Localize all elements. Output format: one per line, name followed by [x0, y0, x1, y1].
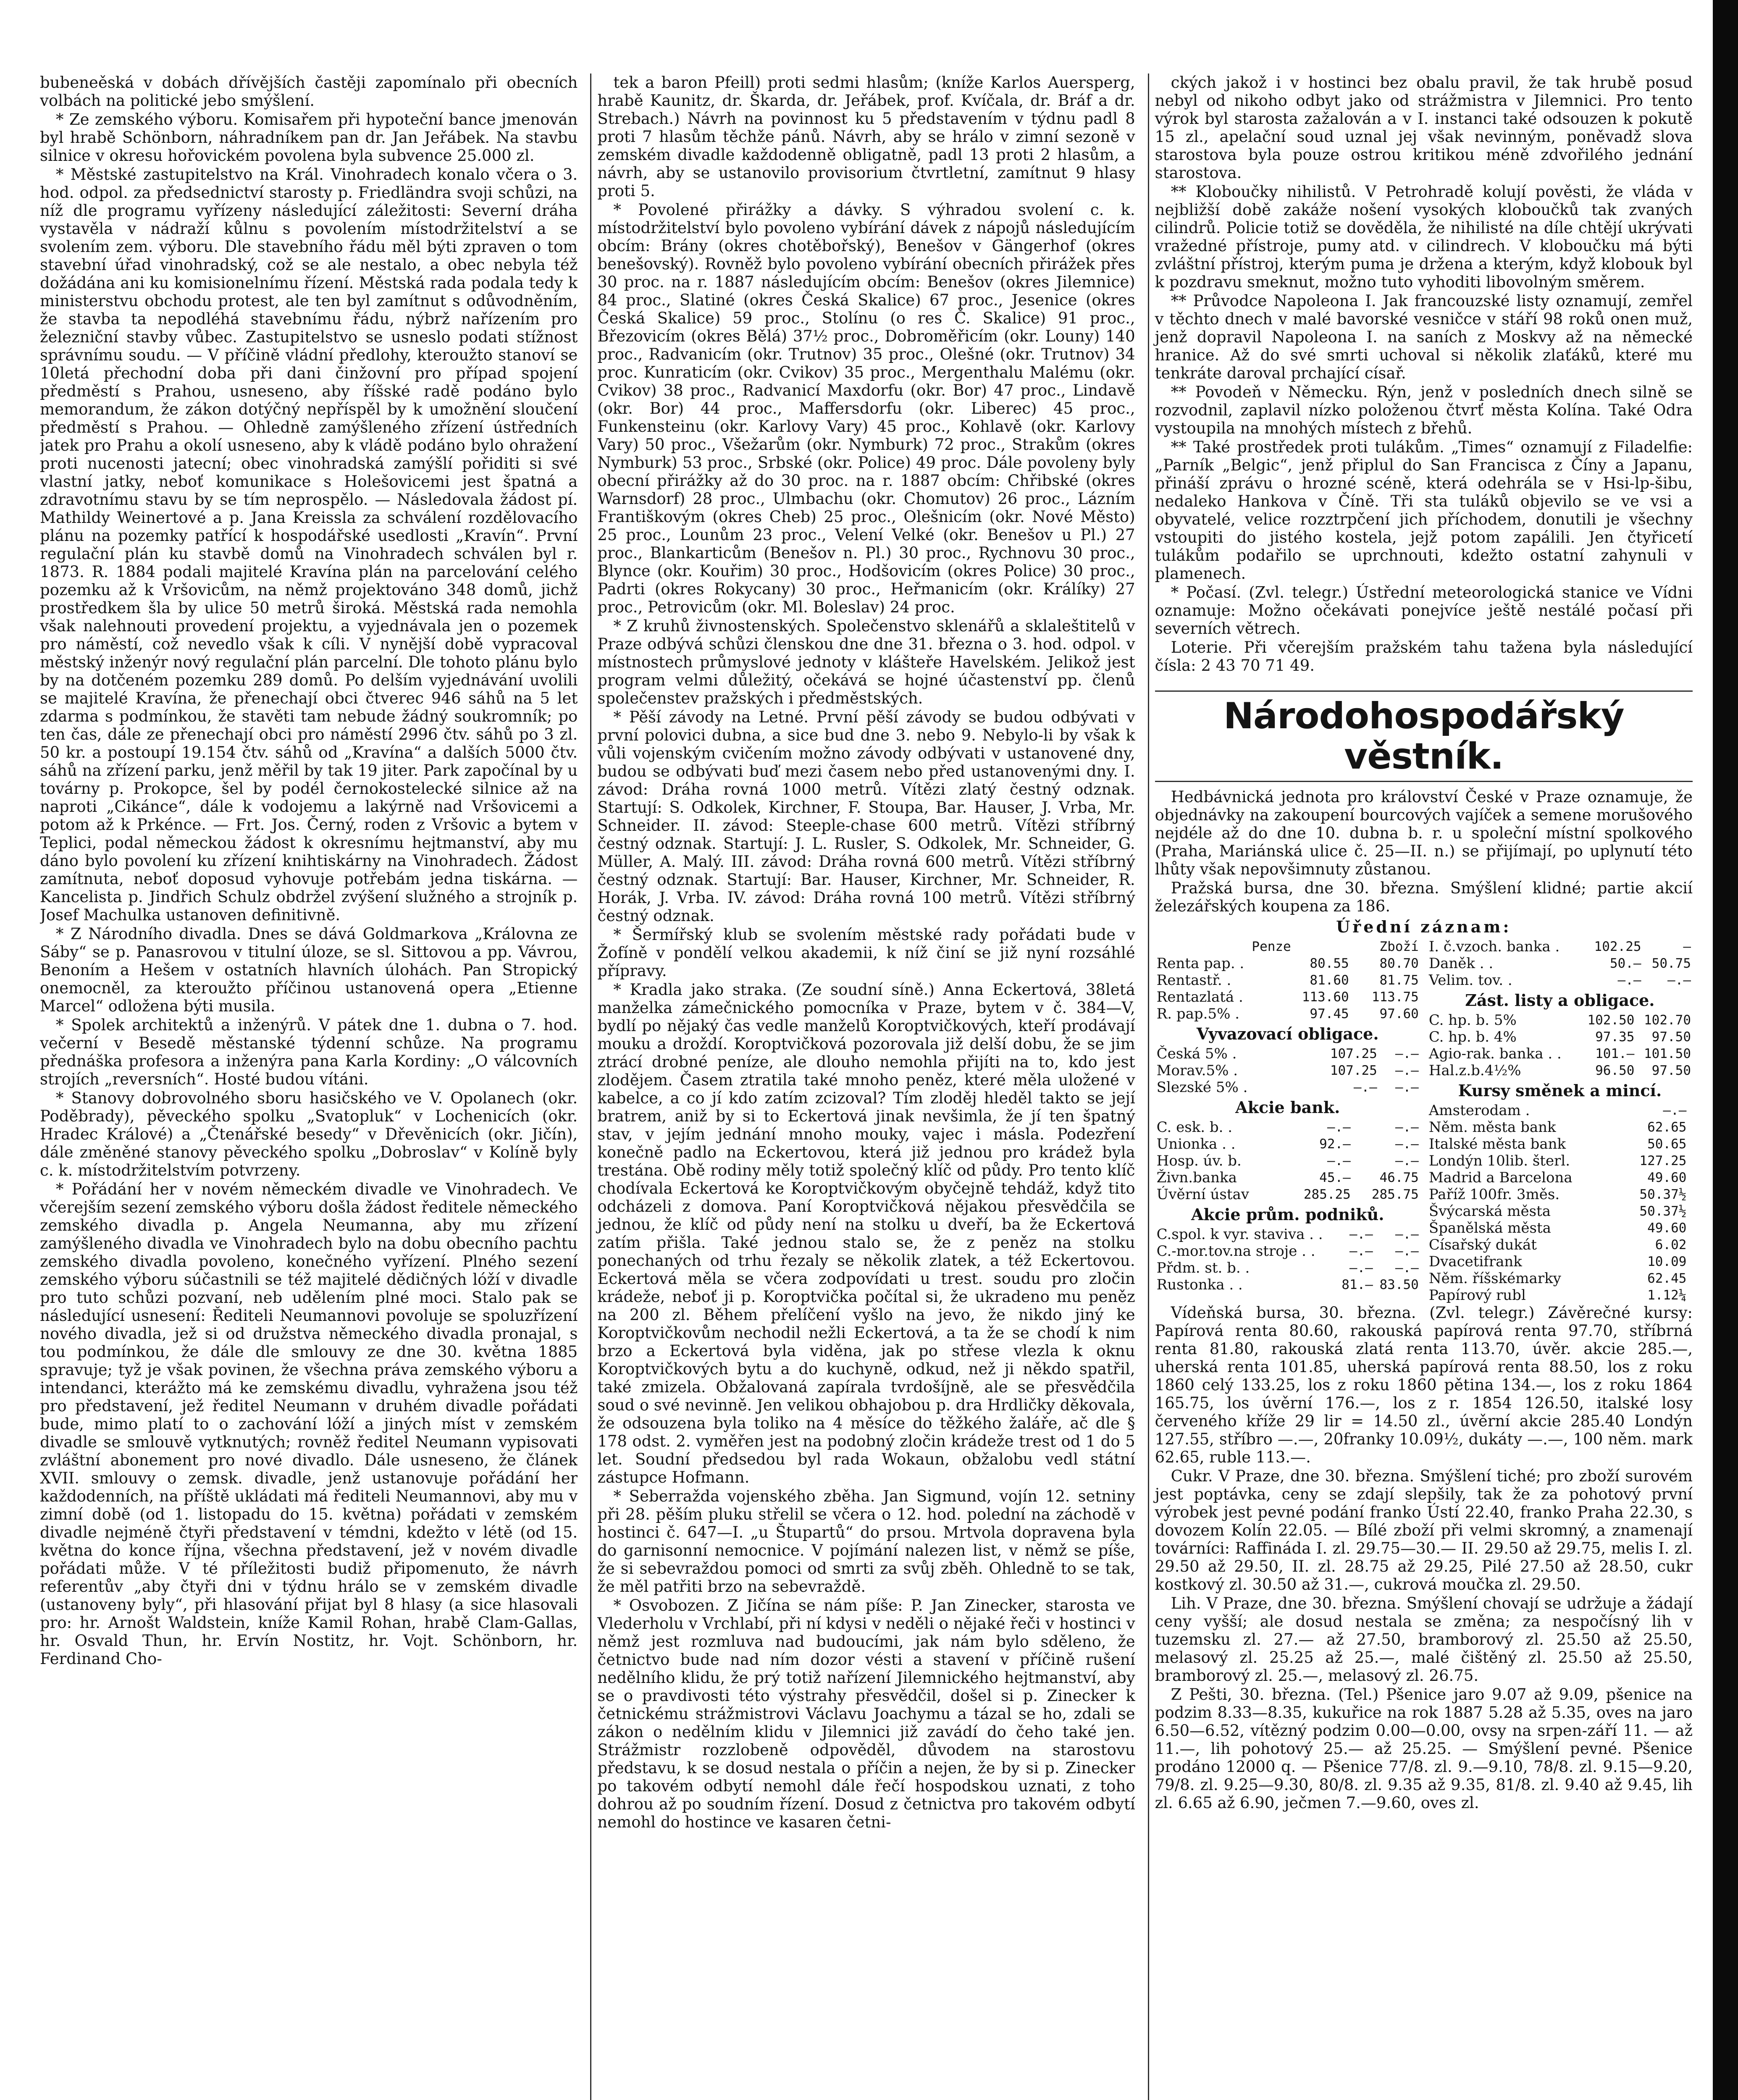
table-row — [1155, 1169, 1420, 1186]
table-row — [1427, 1012, 1693, 1029]
row-value: 62.65 — [1647, 1120, 1687, 1135]
row-value: —.— — [1395, 1260, 1419, 1276]
industry-table — [1155, 1226, 1420, 1293]
row-value — [1688, 1136, 1693, 1152]
row-value: 101.— — [1595, 1046, 1635, 1061]
rates-right — [1427, 938, 1693, 1304]
table-row — [1427, 1203, 1693, 1220]
row-value: 83.50 — [1379, 1277, 1419, 1292]
rates-table — [1155, 955, 1420, 1022]
row-value — [1688, 1220, 1693, 1236]
row-label: Unionka . . — [1156, 1136, 1236, 1152]
article-paragraph: Vídeňská bursa, 30. března. (Zvl. telegr.) Závěrečné kursy: Papírová renta 80.60, rakouská papírová renta 97.70, stříbrná renta 81.80, rakouská zlatá renta 113.70, úvěr. akcie 285.—, uherská renta 101.85, uherská papírová renta 88.50, los z roku 1860 celý 133.25, los z roku 1860 pětina 134.—, los z roku 1864 165.75, los úvěrní 176.—, los z r. 1854 126.50, italské losy červeného kříže 29 lir = 14.50 zl., úvěrní akcie 285.40 Londýn 127.55, stříbro —.—, 20franky 10.09½, dukáty —.—, 100 něm. mark 62.65, ruble 113.—. — [1155, 1304, 1693, 1466]
table-row — [1155, 955, 1420, 972]
row-value: 10.09 — [1647, 1254, 1687, 1269]
row-label: Amsterodam . — [1428, 1102, 1530, 1119]
row-label: Rustonka . . — [1156, 1276, 1243, 1293]
row-value: 102.25 — [1594, 939, 1641, 954]
row-value: 92.— — [1319, 1137, 1351, 1152]
column-2 — [590, 74, 1135, 2100]
article-paragraph: bubeneěská v dobách dřívějších častěji zapomínalo při obecních volbách na politické jebo smýšlení. — [40, 74, 578, 110]
table-row — [1427, 1236, 1693, 1253]
row-value: 50.— — [1609, 956, 1641, 971]
row-label: Papírový rubl — [1428, 1287, 1526, 1304]
table-row — [1427, 955, 1693, 972]
article-paragraph: Cukr. V Praze, dne 30. března. Smýšlení tiché; pro zboží surovém jest poptávka, ceny se zdají slepšily, tak že za pohotový první výrobek jest pevné podání franko Ústí 22.40, franko Praha 22.30, s dovozem Kolín 22.05. — Bílé zboží při velmi skromný, a znamenají továrníci: Raffináda I. zl. 29.75—30.— II. 29.50 až 29.75, melis I. zl. 29.50 až 29.50, II. zl. 28.75 až 29.25, Pilé 27.50 až 28.50, cukr kostkový zl. 30.50 až 31.—, cukrová moučka zl. 29.50. — [1155, 1467, 1693, 1593]
row-label: Úvěrní ústav — [1156, 1186, 1249, 1203]
table-row — [1427, 1253, 1693, 1270]
row-label: Dvacetifrank — [1428, 1253, 1522, 1270]
article-paragraph: * Pořádání her v novém německém divadle ve Vinohradech. Ve včerejším sezení zemského výboru došla žádost ředitele německého zemského divadla p. Angela Neumanna, aby mu zřízení zamýšleného divadla ve Vinohradech bylo na dobu obecního pachtu zemského divadla povoleno, konečného vyřízení. Plného sezení zemského výboru súčastnili se též majitelé dědičných lóží v divadle pro tuto schůzi pozvaní, neb udělením plné moci. Stalo pak se následující usnesení: Řediteli Neumannovi povoluje se spoluzřízení nového divadla, jež si od družstva německého divadla pronajal, s tou podmínkou, že dále dle smlouvy ze dne 30. května 1885 spravuje; tyž je však povinen, že všechna práva zemského výboru a intendanci, kterážto má ke zemskému divadlu, vyhražena jsou též pro představení, jež ředitel Neumann v druhém divadle pořádati bude, mimo platí to o zachování lóží a jiných míst v zemském divadle se smlouvě vytknutých; rovněž ředitel Neumann vypisovati zvláštní abonement pro nové divadlo. Dále usneseno, že článek XVII. smlouvy o zemsk. divadle, jenž ustanovuje pořádání her každodenních, na příště ukládati má řediteli Neumannovi, aby mu v zimní době (od 1. listopadu do 15. května) pořádati v zemském divadle nejméně čtyři představení v témdni, kdežto v létě (od 15. května do konce října, všechna představení, jež v novém divadle pořádati může. V té příležitosti budiž připomenuto, že návrh referentův „aby čtyři dni v týdnu hrálo se v zemském divadle (ustanoveny byly“, při hlasování přijat byl 8 hlasy (a sice hlasovali pro: hr. Arnošt Waldstein, kníže Kamil Rohan, hrabě Clam-Gallas, hr. Osvald Thun, hr. Ervín Nostitz, hr. Vojt. Schönborn, hr. Ferdinand Cho- — [40, 1180, 578, 1668]
row-value: —.— — [1395, 1244, 1419, 1259]
row-label: Hal.z.b.4½% — [1428, 1062, 1521, 1079]
table-row — [1427, 938, 1693, 955]
row-label: Rentazlatá . — [1156, 989, 1243, 1005]
table-row — [1155, 1260, 1420, 1276]
article-paragraph: * Z kruhů živnostenských. Společenstvo sklenářů a sklaleštitelů v Praze odbývá schůzi členskou dne dne 31. března o 3. hod. odpol. v místnostech průmyslové jednoty v klášteře Havelském. Jelikož jest program velmi důležitý, očekává se hojné účastenství pp. členů společenstev pražských i předměstských. — [597, 617, 1135, 707]
row-label: Paříž 100fr. 3měs. — [1428, 1186, 1560, 1203]
row-label: Přdm. st. b. . — [1156, 1260, 1250, 1276]
table-row — [1427, 1102, 1693, 1119]
row-label: Slezské 5% . — [1156, 1079, 1248, 1096]
row-value: —.— — [1327, 1120, 1351, 1135]
row-value: 96.50 — [1595, 1063, 1635, 1078]
row-value — [1688, 1270, 1693, 1287]
row-value: 113.75 — [1371, 990, 1419, 1005]
article-paragraph: * Stanovy dobrovolného sboru hasičského ve V. Opolanech (okr. Poděbrady), pěveckého spolku „Svatopluk“ v Lochenicích (okr. Hradec Králové) a „Čtenářské besedy“ v Dřevěnicích (okr. Jičín), dále změněné stanovy pěveckého spolku „Dobroslav“ v Kolíně byly c. k. místodržitelstvím potvrzeny. — [40, 1089, 578, 1179]
table-row — [1155, 1276, 1420, 1293]
article-paragraph: Z Pešti, 30. března. (Tel.) Pšenice jaro 9.07 až 9.09, pšenice na podzim 8.33—8.35, kukuřice na rok 1887 5.28 až 5.35, oves na jaro 6.50—6.52, vítězný podzim 0.00—0.00, ovsy na srpen-září 11. — až 11.—, lih pohotový 25.— až 25.25. — Smýšlení pevné. Pšenice prodáno 12000 q. — Pšenice 77/8. zl. 9.—9.10, 78/8. zl. 9.15—9.20, 79/8. zl. 9.25—9.30, 80/8. zl. 9.35 až 9.35, 81/8. zl. 9.40 až 9.45, lih zl. 6.65 až 6.90, ječmen 7.—9.60, oves zl. — [1155, 1685, 1693, 1812]
row-value: 45.— — [1319, 1170, 1351, 1185]
row-label: Velim. tov. . — [1428, 972, 1512, 989]
row-value: —.— — [1395, 1137, 1419, 1152]
row-value: 6.02 — [1655, 1237, 1687, 1252]
shares-title: Akcie bank. — [1235, 1098, 1340, 1117]
row-value: 97.45 — [1310, 1006, 1349, 1021]
row-label: Rentastř. . — [1156, 972, 1231, 989]
rates-left — [1155, 938, 1420, 1304]
bonds-title: Vyvazovací obligace. — [1196, 1024, 1379, 1043]
row-value — [1688, 1253, 1693, 1270]
row-label: Císařský dukát — [1428, 1236, 1537, 1253]
article-paragraph: ckých jakož i v hostinci bez obalu pravil, že tak hrubě posud nebyl od nikoho odbyt jako od strážmistra v Jilemnici. Pro tento výrok byl starosta zažalován a v I. instanci také odsouzen k pokutě 15 zl., apelační soud uznal jej však nevinným, poněvadž slova starostova byla pouze ostrou kritikou méně zdvořilého jednání starostova. — [1155, 74, 1693, 182]
table-row — [1427, 1045, 1693, 1062]
bonds-table — [1155, 1045, 1420, 1096]
mortgage-table — [1427, 1012, 1693, 1079]
row-value: 97.60 — [1379, 1006, 1419, 1021]
shares-table — [1155, 1119, 1420, 1203]
row-value — [1688, 1102, 1693, 1119]
article-paragraph: tek a baron Pfeill) proti sedmi hlasům; (kníže Karlos Auersperg, hrabě Kaunitz, dr. Škarda, dr. Jeřábek, prof. Kvíčala, dr. Bráf a dr. Strebach.) Návrh na povinnost ku 5 představením v týdnu padl 8 proti 7 hlasům těchže pánů. Návrh, aby se hrálo v zimní sezoně v zemském divadle každodenně obligatně, padl 13 proti 2 hlasům, a návrh, aby se ustanovilo provisorium čtvrtletní, zamítnut 9 hlasy proti 5. — [597, 74, 1135, 200]
table-row — [1427, 1152, 1693, 1169]
row-value: —.— — [1663, 1103, 1687, 1118]
news-items — [1155, 74, 1693, 675]
table-row — [1155, 1005, 1420, 1022]
table-row — [1155, 989, 1420, 1005]
table-row — [1155, 1119, 1420, 1136]
article-paragraph: ** Povodeň v Německu. Rýn, jenž v posledních dnech silně se rozvodnil, zaplavil nízko položenou čtvrť města Kolína. Také Odra vystoupila na mnohých místech z břehů. — [1155, 383, 1693, 437]
table-row — [1427, 1270, 1693, 1287]
row-label: C.-mor.tov.na stroje . . — [1156, 1243, 1315, 1260]
row-label: Morav.5% . — [1156, 1062, 1238, 1079]
row-value: —.— — [1327, 1153, 1351, 1168]
article-paragraph: * Ze zemského výboru. Komisařem při hypoteční bance jmenován byl hrabě Schönborn, náhradníkem pan dr. Jan Jeřábek. Na stavbu silnice v okresu hořovickém povolena byla subvence 25.000 zl. — [40, 110, 578, 165]
row-label: Něm. říšskémarky — [1428, 1270, 1561, 1287]
rates-table-header — [1155, 938, 1420, 955]
article-paragraph: ** Také prostředek proti tulákům. „Times“ oznamují z Filadelfie: „Parník „Belgic“, jenž připlul do San Francisca z Číny a Japanu, přináší zprávu o hrozné scéně, která odehrála se v Hsi-lp-šibu, nedaleko Hankova v Číně. Tři sta tuláků objevilo se ve vsi a obyvatelé, velice rozztrpčení jich příchodem, donutili je všechny vstoupiti do jistého kostela, jejž potom zapálili. Jen čtyřicetí tulákům podařilo se uprchnouti, kdežto ostatní zahynuli v plamenech. — [1155, 438, 1693, 583]
row-label: C. hp. b. 4% — [1428, 1029, 1517, 1045]
table-row — [1155, 1186, 1420, 1203]
row-value: —.— — [1617, 973, 1641, 988]
row-value — [1688, 1169, 1693, 1186]
rates-tables — [1155, 938, 1693, 1304]
table-row — [1427, 1136, 1693, 1152]
article-paragraph: Hedbávnická jednota pro království České v Praze oznamuje, že objednávky na zakoupení bourcových vajíček a semene morušového nejdéle až do dne 10. dubna b. r. u společní místní spolkového (Praha, Mariánská ulice č. 25—II. n.) se přijímají, po uplynutí této lhůty však nepovšimnuty zůstanou. — [1155, 788, 1693, 878]
article-paragraph: ** Průvodce Napoleona I. Jak francouzské listy oznamují, zemřel v těchto dnech v malé bavorské vesničce v stáří 98 roků onen muž, jenž dopravil Napoleona I. na saních z Moskvy až na německé hranice. Až do své smrti uchoval si několik zlaťáků, které mu tenkráte daroval prchající císař. — [1155, 292, 1693, 382]
table-row — [1155, 1136, 1420, 1152]
table-row — [1427, 1062, 1693, 1079]
row-value — [1688, 1236, 1693, 1253]
row-value: —.— — [1349, 1244, 1373, 1259]
article-paragraph: * Spolek architektů a inženýrů. V pátek dne 1. dubna o 7. hod. večerní v Besedě městanské týdenní schůze. Na programu přednáška profesora a inženýra pana Karla Kordiny: „O válcovních strojích „reversních“. Hosté budou vítáni. — [40, 1016, 578, 1088]
row-value: 102.70 — [1644, 1013, 1691, 1028]
article-paragraph: * Počasí. (Zvl. telegr.) Ústřední meteorologická stanice ve Vídni oznamuje: Možno očekávati ponejvíce ještě nestálé počasí při severních větrech. — [1155, 583, 1693, 638]
row-value: 46.75 — [1379, 1170, 1419, 1185]
table-row — [1427, 1169, 1693, 1186]
article-paragraph: * Pěší závody na Letné. První pěší závody se budou odbývati v první polovici dubna, a sice bud dne 3. nebo 9. Nebylo-li by však k vůli vojenským cvičením možno závody odbývati v ustanovené dny, budou se odbývati buď mezi časem nebo před ustanovenými dny. I. závod: Dráha rovná 1000 metrů. Vítězi zlatý čestný odznak. Startují: S. Odkolek, Kirchner, F. Stoupa, Bar. Hauser, J. Vrba, Mr. Schneider. II. závod: Steeple-chase 600 metrů. Vítězi stříbrný čestný odznak. Startují: J. L. Rusler, S. Odkolek, Mr. Schneider, G. Müller, A. Malý. III. závod: Dráha rovná 600 metrů. Vítězi stříbrný čestný odznak. Startují: Bar. Hauser, Kirchner, Mr. Schneider, R. Horák, J. Vrba. IV. závod: Dráha rovná 100 metrů. Vítězi stříbrný čestný odznak. — [597, 708, 1135, 925]
row-label: C.spol. k vyr. staviva . . — [1156, 1226, 1323, 1243]
table-row — [1427, 972, 1693, 989]
row-value — [1688, 1152, 1693, 1169]
row-value: 81.60 — [1310, 973, 1349, 988]
row-value: —.— — [1667, 973, 1691, 988]
article-paragraph: * Městské zastupitelstvo na Král. Vinohradech konalo včera o 3. hod. odpol. za předsednictví starosty p. Friedländra svoji schůzi, na níž dle programu vyřízeny následující záležitosti: Severní dráha vystavěla v nádraží kůlnu s povolením místodržitelství a se svolením zem. výboru. Dle stavebního řádu měl býti zpraven o tom stavební úřad vinohradský, což se ale nestalo, a obec nebyla též dožádána ani ku komisionelnímu řízení. Městská rada podala tedy k ministerstvu obchodu protest, ale ten byl zamítnut s odůvodněním, že stavba ta nepodléhá stavebnímu řádu, nýbrž nařízením pro železniční stavby vůbec. Zastupitelstvo se usneslo podati stížnost správnímu soudu. — V příčině vládní předlohy, kteroužto stanoví se 10letá přechodní doba při dani činžovní pro případ spojení předměstí s Prahou, usneseno, aby říšské radě podáno bylo memorandum, že zákon dotýčný nepříspěl by k umožnění sloučení předměstí s Prahou. — Ohledně zamýšleného zřízení ústředních jatek pro Prahu a okolí usneseno, aby k vládě podáno bylo ohražení proti nucenosti jatecní; obec vinohradská zamýšlí pořiditi si své vlastní jatky, neboť komunikace s Holešovicemi jest špatná a zdravotnímu stavu by se tím neprospělo. — Následovala žádost pí. Mathildy Weinertové a p. Jana Kreissla za schválení rozdělovacího plánu na pozemky patřící k hospodářské usedlosti „Kravín“. První regulační plán ku stavbě domů na Vinohradech schválen byl r. 1873. R. 1884 podali majitelé Kravína plán na parcelování celého pozemku až k Vršovicům, na němž projektováno 348 domů, jichž prostředkem šla by ulice 50 metrů široká. Městská rada nemohla však nalehnouti provedení projektu, a vyjednávala jen o pozemek pro náměstí, což nevedlo však k cíli. V nynější době vypracoval městský inženýr nový regulační plán parcelní. Dle tohoto plánu bylo by na dotčeném pozemku 289 domů. Po delším vyjednávání uvolili se majitelé Kravína, že přenechají obci čtverec 946 sáhů na 5 let zdarma s podmínkou, že stavěti tam nebude žádný soukromník; po ten čas, dále ze přenechají obci pro náměstí 2996 čtv. sáhů po 3 zl. 50 kr. a postoupí 19.154 čtv. sáhů od „Kravína“ a dalších 5000 čtv. sáhů na zřízení parku, jenž měřil by tak 19 jiter. Park započínal by u továrny p. Prokopce, šel by podél černokostelecké silnice až na naproti „Cikánce“, dále k vodojemu a lakýrně nad Vršovicemi a potom až k Prkénce. — Frt. Jos. Černý, roden z Vršovic a bytem v Teplici, podal německou žádost k okresnímu hejtmanství, aby mu dáno bylo povolení ku zřízení knihtiskárny na Vinohradech. Žádost zamítnuta, neboť doposud vyhovuje potřebám jedna tiskárna. — Kancelista p. Jindřich Schulz obdržel zvýšení služného a strojník p. Josef Machulka ustanoven definitivně. — [40, 165, 578, 924]
row-label: C. hp. b. 5% — [1428, 1012, 1517, 1029]
table-row — [1155, 938, 1420, 955]
exchange-table — [1427, 1102, 1693, 1304]
table-row — [1155, 1152, 1420, 1169]
rates-right-table — [1427, 938, 1693, 989]
row-label: R. pap.5% . — [1156, 1005, 1240, 1022]
row-value: —.— — [1395, 1080, 1419, 1095]
header-cell: Zboží — [1379, 939, 1419, 954]
table-row — [1427, 1287, 1693, 1304]
exchange-title: Kursy směnek a mincí. — [1458, 1081, 1662, 1100]
row-value — [1688, 1186, 1693, 1203]
row-label: Italské města bank — [1428, 1136, 1566, 1152]
table-row — [1155, 1062, 1420, 1079]
header-cell: Penze — [1252, 939, 1291, 954]
table-row — [1155, 1243, 1420, 1260]
table-row — [1155, 1226, 1420, 1243]
column-3 — [1148, 74, 1693, 2100]
article-paragraph: * Šermířský klub se svolením městské rady pořádati bude v Žofíně v pondělí velkou akademii, k níž činí se již nyní rozsáhlé přípravy. — [597, 926, 1135, 980]
row-value: 81.— — [1342, 1277, 1373, 1292]
row-value: 285.25 — [1303, 1187, 1351, 1202]
row-value: 80.55 — [1310, 956, 1349, 971]
row-value: —.— — [1395, 1063, 1419, 1078]
official-record-title: Úřední záznam: — [1336, 917, 1512, 936]
row-value: 97.50 — [1651, 1063, 1691, 1078]
row-value: —.— — [1353, 1080, 1377, 1095]
market-reports — [1155, 1304, 1693, 1812]
row-label: Hosp. úv. b. — [1156, 1152, 1242, 1169]
row-value: —.— — [1349, 1260, 1373, 1276]
row-value: — — [1683, 939, 1691, 954]
table-row — [1427, 1186, 1693, 1203]
row-label: Daněk . . — [1428, 955, 1494, 972]
article-paragraph: * Kradla jako straka. (Ze soudní síně.) Anna Eckertová, 38letá manželka zámečnického pomocníka v Praze, bytem v č. 384—V, bydlí po nějaký čas vedle manželů Koroptvičkových, kteří prodávají mouku a droždí. Koroptvičková pozorovala již delší dobu, že se jim ztrácí drobné peníze, ale dlouho nemohla přijíti na to, kdo jest zlodějem. Časem ztratila také mnoho peněz, které měla uložené v kabelce, a co jí kdo zatím zcizoval? Tím zloděj hleděl takto se její bratrem, aniž by si to Eckertová jinak nevšimla, že jí ten špatný stav, v jejím jednání mnoho mouky, vajec i másla. Podezření konečně padlo na Eckertovou, která již jednou pro krádež byla trestána. Obě rodiny měly totiž společný klíč od půdy. Pro tento klíč chodívala Eckertová ke Koroptvičkovým obyčejně tehdáž, když tito odcházeli z domova. Paní Koroptvičková nějakou přesvědčila se jednou, že klíč od půdy není na stolku u dveří, ba že Eckertová zatím přišla. Také jednou stalo se, že z peněz na stolku ponechaných od trhu řezaly se několik zlatek, a též Eckertovou. Eckertová měla se včera zodpovídati u trest. soudu pro zločin krádeže, neboť ji p. Koroptvička počítal si, že ukradeno mu peněz na 200 zl. Během přelíčení vyšlo na jevo, že nikdo jiný ke Koroptvičkovům nechodil nežli Eckertová, a ta že se chodí k nim brzo a Eckertová byla viděna, jak po střese vlezla k oknu Koroptvičkových bytu a do kuchyně, odkud, než ji někdo spatřil, také zmizela. Obžalovaná zapírala tvrdošíjně, ale se přesvědčila soud o své nevinně. Jen velikou obhajobou p. dra Hrdličky děkovala, že odsouzena byla toliko na 4 měsíce do těžkého žaláře, ač dle § 178 odst. 2. vyměřen jest na podobný zločin krádeže trest od 1 do 5 let. Soudní předsedou byl rada Wokaun, obžalobu vedl státní zástupce Hofmann. — [597, 981, 1135, 1486]
row-value: 127.25 — [1639, 1153, 1687, 1168]
article-paragraph: * Seberražda vojenského zběha. Jan Sigmund, vojín 12. setniny při 28. pěším pluku střelil se včera o 12. hod. polední na záchodě v hostinci č. 647—I. „u Štupartů“ do prsou. Mrtvola dopravena byla do garnisonní nemocnice. V pojímání nalezen list, v němž se píše, že si sebevraždou pomoci od smrti za svůj zběh. Ohledně to se tak, že měl patřiti brzo na sebevraždě. — [597, 1487, 1135, 1596]
column-1 — [40, 74, 578, 2100]
table-row — [1427, 1220, 1693, 1236]
row-value: 62.45 — [1647, 1271, 1687, 1286]
row-value: 80.70 — [1379, 956, 1419, 971]
economic-intro — [1155, 788, 1693, 915]
row-label: Madrid a Barcelona — [1428, 1169, 1573, 1186]
row-value: 1.12¼ — [1647, 1288, 1687, 1303]
section-heading: Národohospodářský věstník. — [1155, 690, 1693, 782]
row-value: —.— — [1395, 1046, 1419, 1061]
row-value: 102.50 — [1587, 1013, 1635, 1028]
row-label: Živn.banka — [1156, 1169, 1237, 1186]
page-edge-bar — [1713, 0, 1738, 2100]
row-value — [1688, 1119, 1693, 1136]
article-paragraph: * Povolené přirážky a dávky. S výhradou svolení c. k. místodržitelství bylo povoleno vybírání dávek z nápojů následujícím obcím: Brány (okres chotěbořský), Benešov v Gängerhof (okres benešovský). Rovněž bylo povoleno vybírání obecních přirážek přes 30 proc. na r. 1887 následujícím obcím: Benešov (okres Jilemnice) 84 proc., Slatiné (okres Česká Skalice) 67 proc., Jesenice (okres Česká Skalice) 59 proc., Stolínu (o res Č. Skalice) 91 proc., Březovicím (okres Bělá) 37½ proc., Dobroměřicím (okr. Louny) 140 proc., Radvanicím (okr. Trutnov) 35 proc., Olešné (okr. Trutnov) 34 proc. Kunraticím (okr. Cvikov) 35 proc., Mergenthalu Malému (okr. Cvikov) 38 proc., Radvanicí Maxdorfu (okr. Bor) 47 proc., Lindavě (okr. Bor) 44 proc., Maffersdorfu (okr. Liberec) 45 proc., Funkensteinu (okr. Karlovy Vary) 45 proc., Kohlavě (okr. Karlovy Vary) 50 proc., Všežarům (okr. Nymburk) 72 proc., Strakům (okres Nymburk) 53 proc., Srbské (okr. Police) 49 proc. Dále povoleny byly obecní přirážky až do 30 proc. na r. 1887 obcím: Chřibské (okres Warnsdorf) 28 proc., Ulmbachu (okr. Chomutov) 26 proc., Lázním Františkovým (okres Cheb) 25 proc., Olešnicím (okr. Nové Město) 25 proc., Lounům 23 proc., Velení Velké (okr. Benešov u Pl.) 27 proc., Blankarticům (Benešov n. Pl.) 30 proc., Rychnovu 30 proc., Blynce (okr. Kouřim) 30 proc., Hodšovicím (okres Police) 30 proc., Padrti (okres Rokycany) 30 proc., Heřmanicím (okr. Králíky) 27 proc., Petrovicům (okr. Ml. Boleslav) 24 proc. — [597, 201, 1135, 616]
newspaper-page — [40, 74, 1693, 2100]
row-value: —.— — [1349, 1227, 1373, 1242]
row-value: 97.50 — [1651, 1029, 1691, 1045]
article-paragraph: Pražská bursa, dne 30. března. Smýšlení klidné; partie akcií železářských koupena za 186. — [1155, 879, 1693, 915]
row-value: —.— — [1395, 1227, 1419, 1242]
table-row — [1427, 1119, 1693, 1136]
row-value: 107.25 — [1330, 1046, 1377, 1061]
row-value: 101.50 — [1644, 1046, 1691, 1061]
row-value — [1688, 1287, 1693, 1304]
article-paragraph: * Osvobozen. Z Jičína se nám píše: P. Jan Zinecker, starosta ve Vlederholu v Vrchlabí, při ní kdysi v neděli o nějaké řeči v hostinci v němž jest rozmluva nad budoucími, jak nám bylo sděleno, že četnictvo bude nad ním dozor vésti a stavení v příčině rušení nedělního klidu, že prý totiž nařízení Jilemnického hejtmanství, aby se o pravdivosti této výstrahy přesvědčil, došel si p. Zinecker k četnickému strážmistrovi Václavu Joachymu a tázal se ho, zdali se zákon o nedělním klidu v Jilemnici již zavádí do čeho také jen. Strážmistr rozzlobeně odpověděl, důvodem na starostovu představu, k se dosud nestala o příčin a nejen, že by si p. Zinecker po takovém odbytí nemohl dále řečí hospodskou uznati, z toho dohrou až po soudním řízení. Dosud z četnictva pro takovém odbytí nemohl do hostince ve kasaren četni- — [597, 1596, 1135, 1831]
row-value: 50.37½ — [1639, 1187, 1687, 1202]
article-paragraph: * Z Národního divadla. Dnes se dává Goldmarkova „Královna ze Sáby“ se p. Panasrovou v titulní úloze, se sl. Sittovou a pp. Vávrou, Benoním a Hešem v ostatních hlavních úlohách. Pan Stropický onemocněl, za kteroužto příčinou ustanovená opera „Etienne Marcel“ odložena býti musila. — [40, 925, 578, 1015]
row-label: Renta pap. . — [1156, 955, 1244, 972]
row-value: —.— — [1395, 1153, 1419, 1168]
table-row — [1427, 1029, 1693, 1045]
table-row — [1155, 1079, 1420, 1096]
row-label: Něm. města bank — [1428, 1119, 1556, 1136]
row-value: 49.60 — [1647, 1221, 1687, 1236]
row-label: Švýcarská města — [1428, 1203, 1551, 1220]
row-value: 50.75 — [1651, 956, 1691, 971]
row-value: 50.37½ — [1639, 1204, 1687, 1219]
row-value: 97.35 — [1595, 1029, 1635, 1045]
row-value: 81.75 — [1379, 973, 1419, 988]
table-row — [1155, 1045, 1420, 1062]
row-label: Londýn 10lib. šterl. — [1428, 1152, 1570, 1169]
row-label: C. esk. b. . — [1156, 1119, 1233, 1136]
mortgage-title: Zást. listy a obligace. — [1465, 991, 1655, 1010]
row-label: Agio-rak. banka . . — [1428, 1045, 1562, 1062]
row-label: Španělská města — [1428, 1220, 1551, 1236]
table-row — [1155, 972, 1420, 989]
article-paragraph: ** Kloboučky nihilistů. V Petrohradě kolují pověsti, že vláda v nejbližší době zakáže nošení vysokých kloboučků tak zvaných cilindrů. Policie totiž se dověděla, že nihilisté na díle chtějí ukrývati vražedné přístroje, pumy atd. v cilindrech. V kloboučku má býti zvláštní přístroj, kterým puma je držena a kterým, když klobouk byl k pozdravu smeknut, možno tuto vyhoditi libovolným směrem. — [1155, 183, 1693, 291]
row-value: 113.60 — [1302, 990, 1349, 1005]
row-value: 285.75 — [1371, 1187, 1419, 1202]
row-label: I. č.vzoch. banka . — [1428, 938, 1560, 955]
row-label: Česká 5% . — [1156, 1045, 1237, 1062]
article-paragraph: Lih. V Praze, dne 30. března. Smýšlení chovají se udržuje a žádají ceny vyšší; ale dosud nestala se změna; za nespočísný lih v tuzemsku zl. 27.— až 27.50, bramborový zl. 25.50 až 25.50, melasový zl. 25.25 až 25.—, malé čištěný zl. 25.50 až 25.50, bramborový zl. 25.—, melasový zl. 26.75. — [1155, 1594, 1693, 1685]
row-value: —.— — [1395, 1120, 1419, 1135]
row-value — [1688, 1203, 1693, 1220]
industry-title: Akcie prům. podniků. — [1191, 1205, 1384, 1224]
row-value: 49.60 — [1647, 1170, 1687, 1185]
header-cell — [1155, 938, 1165, 955]
row-value: 107.25 — [1330, 1063, 1377, 1078]
row-value: 50.65 — [1647, 1137, 1687, 1152]
article-paragraph: Loterie. Při včerejším pražském tahu tažena byla následující čísla: 2 43 70 71 49. — [1155, 638, 1693, 675]
